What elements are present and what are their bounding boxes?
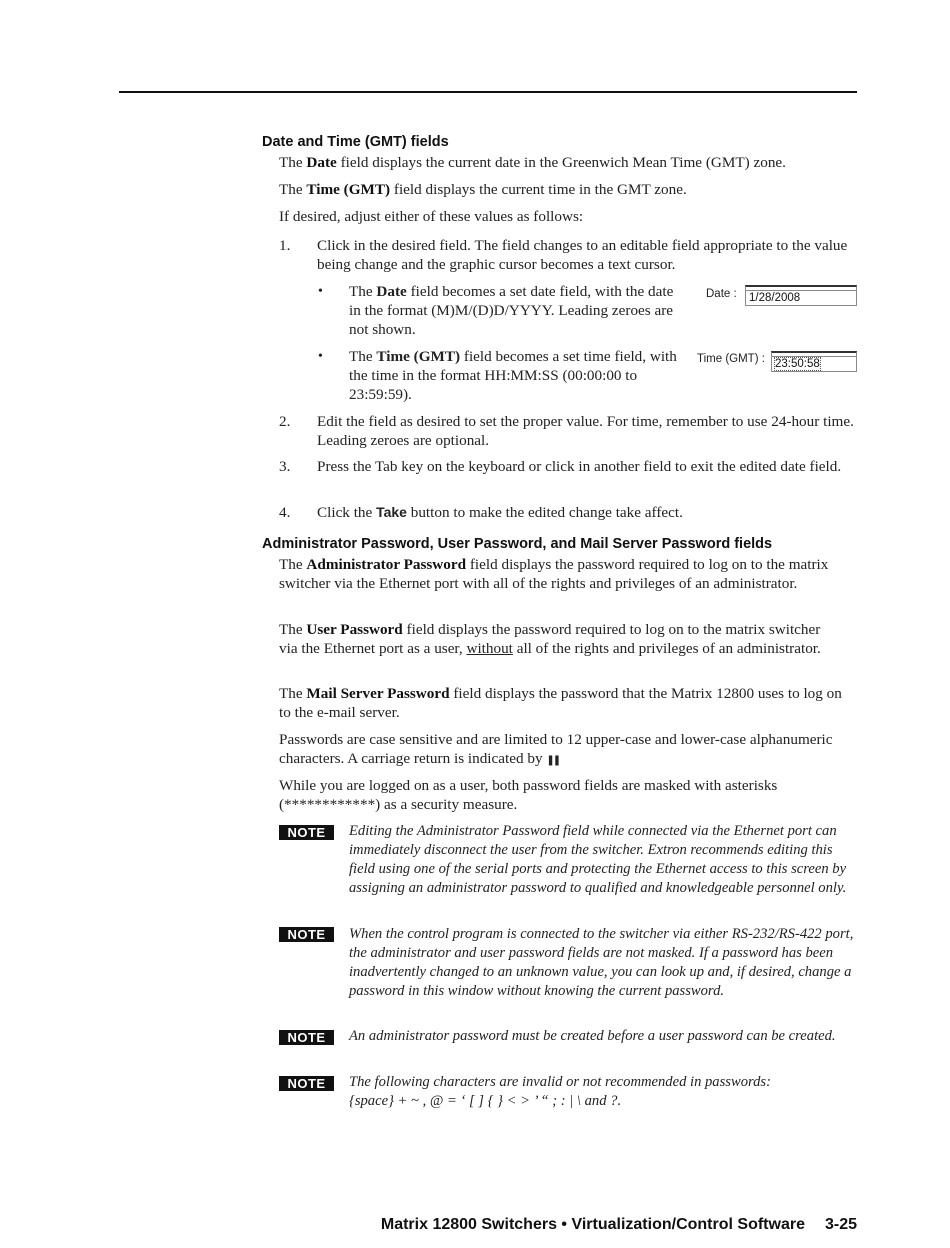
carriage-return-icon: ❚❚ (546, 755, 560, 766)
page-number: 3-25 (824, 1216, 857, 1233)
step-text: Click the Take button to make the edited change take affect. (317, 504, 683, 521)
note-badge: NOTE (279, 1076, 334, 1091)
paragraph-user-password: The User Password field displays the password required to log on to the matrix switcher via the Ethernet port as a user, without all of the rights and privileges of an administrator. (279, 621, 821, 657)
paragraph-mail-password: The Mail Server Password field displays the password that the Matrix 12800 uses to log on to the e-mail server. (279, 685, 842, 721)
step-number: 4. (279, 504, 291, 521)
paragraph-masked: While you are logged on as a user, both password fields are masked with asterisks (************) as a security measure. (279, 777, 778, 813)
time-gmt-field[interactable] (771, 351, 857, 372)
paragraph-adjust: If desired, adjust either of these values as follows: (279, 208, 584, 225)
bullet-time-format: The Time (GMT) field becomes a set time field, with the time in the format HH:MM:SS (00:00:00 to 23:59:59). (349, 348, 677, 403)
paragraph-date: The Date field displays the current date in the Greenwich Mean Time (GMT) zone. (279, 154, 786, 171)
step-number: 3. (279, 458, 291, 475)
paragraph-time: The Time (GMT) field displays the current time in the GMT zone. (279, 181, 687, 198)
section-heading-date-time: Date and Time (GMT) fields (262, 134, 449, 150)
paragraph-password-rules: Passwords are case sensitive and are limited to 12 upper-case and lower-case alphanumeric characters. A carriage return is indicated by ❚❚ (279, 731, 833, 767)
time-field-label: Time (GMT) : (697, 353, 765, 365)
note-text: Editing the Administrator Password field while connected via the Ethernet port can immediately disconnect the user from the switcher. Extron recommends editing this field using one of the serial ports and protecting the Ethernet access to this screen by assigning an administrator password to qualified and knowledgeable personnel only. (349, 823, 847, 896)
bullet-dot: • (318, 349, 323, 364)
bullet-dot: • (318, 284, 323, 299)
note-text: When the control program is connected to the switcher via either RS-232/RS-422 port, the administrator and user password fields are not masked. If a password has been inadvertently changed to an unknown value, you can look up and, if desired, change a password in this window without knowing the current password. (349, 926, 854, 999)
page-footer (381, 1216, 857, 1234)
date-field-value: 1/28/2008 (749, 292, 801, 304)
step-text: Click in the desired field. The field changes to an editable field appropriate to the value being change and the graphic cursor becomes a text cursor. (317, 237, 848, 273)
paragraph-admin-password: The Administrator Password field displays the password required to log on to the matrix switcher via the Ethernet port with all of the rights and privileges of an administrator. (279, 556, 829, 592)
step-number: 1. (279, 237, 291, 254)
step-number: 2. (279, 413, 291, 430)
footer-title: Matrix 12800 Switchers • Virtualization/Control Software (380, 1216, 805, 1233)
bullet-date-format: The Date field becomes a set date field, with the date in the format (M)M/(D)D/YYYY. Leading zeroes are not shown. (349, 283, 674, 338)
section-heading-passwords: Administrator Password, User Password, and Mail Server Password fields (262, 536, 773, 552)
time-field-value: 23:50:58 (775, 358, 820, 370)
date-field-label: Date : (706, 288, 737, 300)
header-rule (119, 91, 857, 93)
step-text: Edit the field as desired to set the proper value. For time, remember to use 24-hour time. Leading zeroes are optional. (317, 413, 854, 449)
date-field[interactable] (745, 285, 857, 306)
note-badge: NOTE (279, 1030, 334, 1045)
note-text: An administrator password must be created before a user password can be created. (349, 1028, 836, 1044)
note-badge: NOTE (279, 825, 334, 840)
note-badge: NOTE (279, 927, 334, 942)
step-text: Press the Tab key on the keyboard or click in another field to exit the edited date field. (317, 458, 842, 475)
note-text: The following characters are invalid or not recommended in passwords: {space} + ~ , @ = ‘ [ ] { } < > ’ “ ; : | \ and ?. (349, 1074, 771, 1109)
